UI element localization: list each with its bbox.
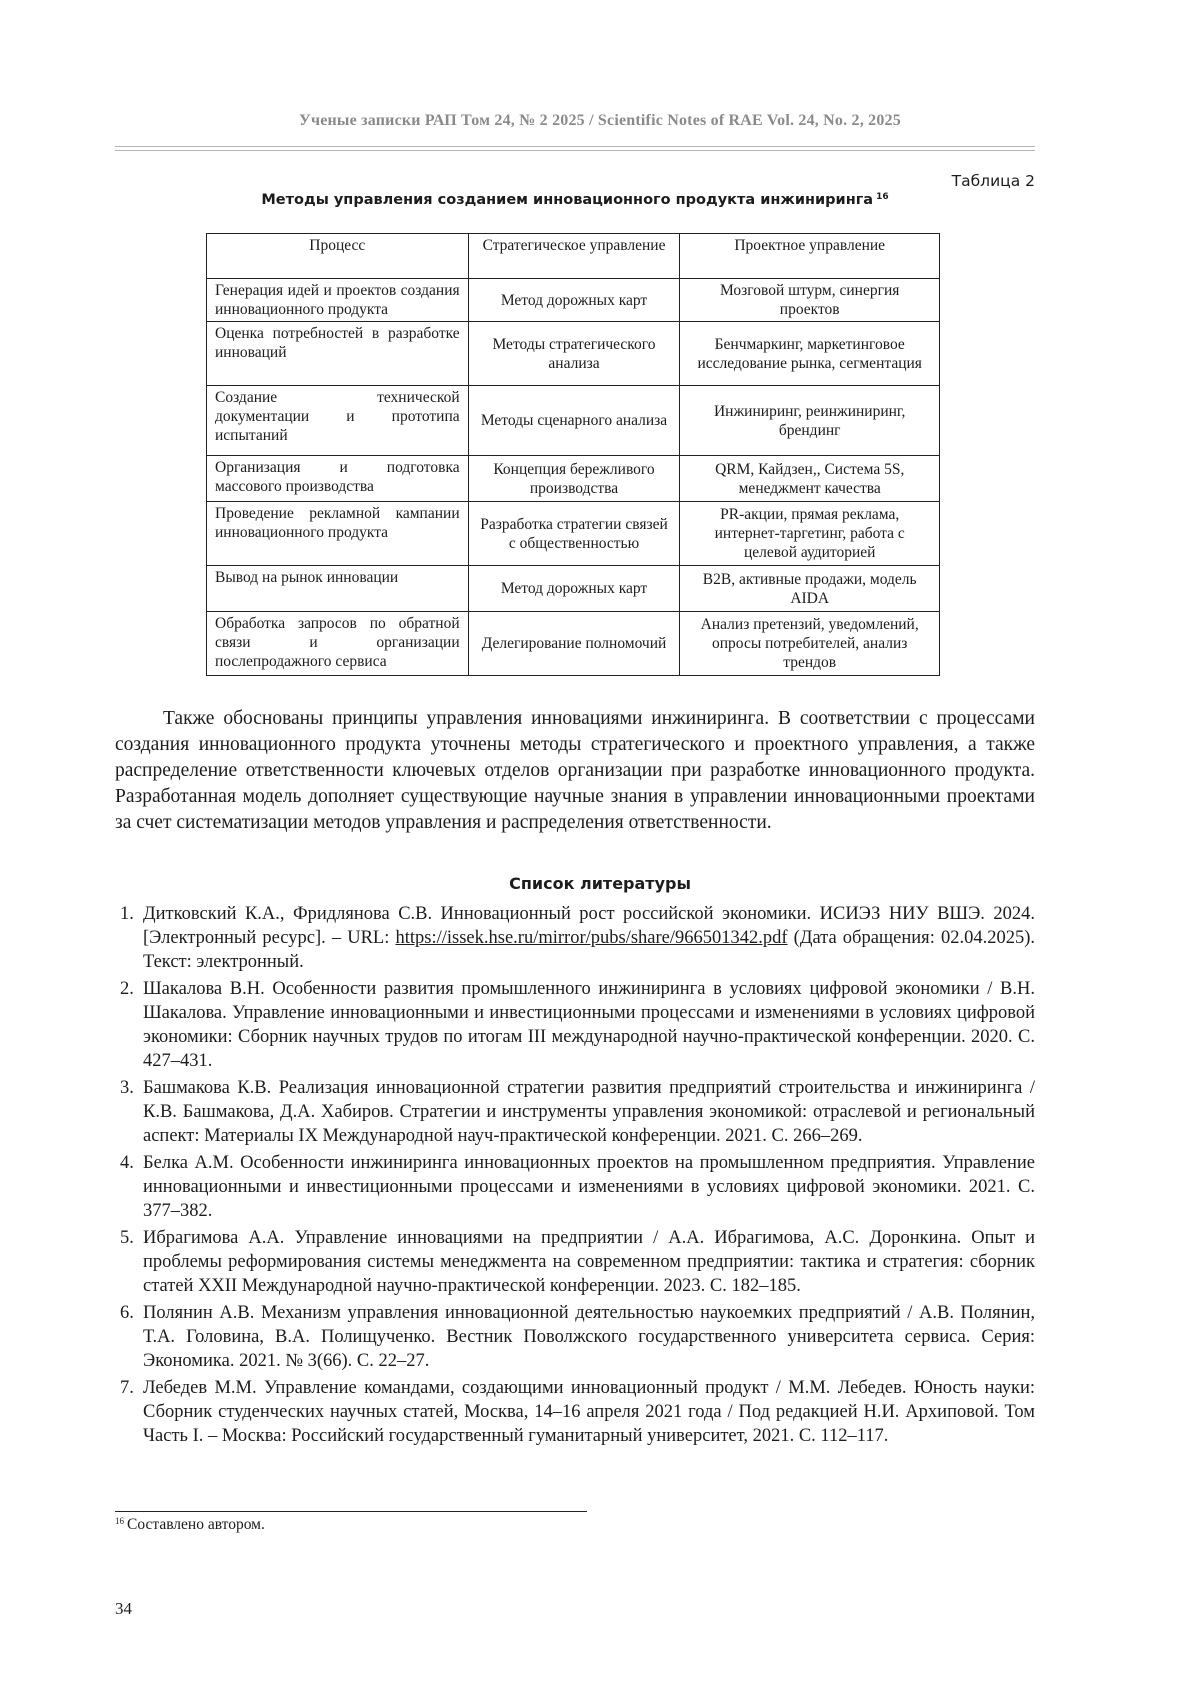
reference-number: 7. xyxy=(120,1378,134,1398)
reference-number: 1. xyxy=(120,904,134,924)
reference-text-tail: (Дата обращения: 02.04.2025). Текст: электронный. xyxy=(143,928,1035,972)
table-cell-project: QRM, Кайдзен,, Система 5S, менеджмент качества xyxy=(680,456,940,502)
table-row xyxy=(207,566,940,612)
table-cell-strategic: Метод дорожных карт xyxy=(468,279,680,322)
reference-item xyxy=(120,977,1035,1073)
reference-text: Лебедев М.М. Управление командами, создающими инновационный продукт / М.М. Лебедев. Юность науки: Сборник студенческих научных статей, Москва, 14–16 апреля 2021 года / Под редакцией Н.И. Архиповой. Том Часть I. – Москва: Российский государственный гуманитарный университет, 2021. С. 112–117. xyxy=(143,1378,1035,1446)
reference-text: Шакалова В.Н. Особенности развития промышленного инжиниринга в условиях цифровой экономики / В.Н. Шакалова. Управление инновационными и инвестиционными процессами и изменениями в условиях цифровой экономики: Сборник научных трудов по итогам III международной научно-практической конференции. 2020. С. 427–431. xyxy=(143,979,1035,1071)
reference-number: 6. xyxy=(120,1303,134,1323)
reference-item xyxy=(120,1076,1035,1148)
reference-link[interactable]: https://issek.hse.ru/mirror/pubs/share/966501342.pdf xyxy=(395,928,788,948)
header-rule xyxy=(115,146,1035,147)
table-title-text: Методы управления созданием инновационного продукта инжиниринга xyxy=(261,192,874,208)
reference-number: 4. xyxy=(120,1153,134,1173)
table-cell-project: PR-акции, прямая реклама, интернет-таргетинг, работа с целевой аудиторией xyxy=(680,502,940,566)
table-cell-project: Мозговой штурм, синергия проектов xyxy=(680,279,940,322)
conclusion-paragraph: Также обоснованы принципы управления инновациями инжиниринга. В соответствии с процессами создания инновационного продукта уточнены методы стратегического и проектного управления, а также распределение ответственности ключевых отделов организации при разработке инновационного продукта. Разработанная модель дополняет существующие научные знания в управлении инновационными проектами за счет систематизации методов управления и распределения ответственности. xyxy=(115,708,1035,833)
table-cell-strategic: Методы сценарного анализа xyxy=(468,386,680,456)
reference-number: 5. xyxy=(120,1228,134,1248)
reference-item xyxy=(120,1151,1035,1223)
header-rule-secondary xyxy=(115,150,1035,151)
footnote-divider xyxy=(115,1511,587,1512)
methods-table xyxy=(206,233,940,676)
reference-number: 2. xyxy=(120,979,134,999)
references-list xyxy=(120,902,1035,1451)
table-row xyxy=(207,322,940,386)
running-header: Ученые записки РАП Том 24, № 2 2025 / Scientific Notes of RAE Vol. 24, No. 2, 2025 xyxy=(299,112,901,129)
table-cell-process: Вывод на рынок инновации xyxy=(207,566,469,612)
reference-text: Дитковский К.А., Фридлянова С.В. Инновационный рост российской экономики. ИСИЭЗ НИУ ВШЭ. 2024. [Электронный ресурс]. – URL: xyxy=(143,904,1035,948)
table-cell-process: Организация и подготовка массового производства xyxy=(207,456,469,502)
column-header-strategic: Стратегическое управление xyxy=(468,234,680,279)
table-cell-strategic: Разработка стратегии связей с общественностью xyxy=(468,502,680,566)
table-cell-project: Анализ претензий, уведомлений, опросы потребителей, анализ трендов xyxy=(680,612,940,676)
table-row xyxy=(207,612,940,676)
table-row xyxy=(207,456,940,502)
footnote-mark: 16 xyxy=(115,1516,124,1526)
reference-number: 3. xyxy=(120,1078,134,1098)
reference-item xyxy=(120,902,1035,974)
table-cell-process: Оценка потребностей в разработке инноваций xyxy=(207,322,469,386)
reference-text: Полянин А.В. Механизм управления инновационной деятельностью наукоемких предприятий / А.В. Полянин, Т.А. Головина, В.А. Полищученко. Вестник Поволжского государственного университета сервиса. Серия: Экономика. 2021. № 3(66). С. 22–27. xyxy=(143,1303,1035,1371)
reference-item xyxy=(120,1301,1035,1373)
table-cell-process: Генерация идей и проектов создания инновационного продукта xyxy=(207,279,469,322)
table-cell-project: B2B, активные продажи, модель AIDA xyxy=(680,566,940,612)
table-cell-project: Бенчмаркинг, маркетинговое исследование рынка, сегментация xyxy=(680,322,940,386)
table-number: Таблица 2 xyxy=(951,172,1035,190)
table-cell-project: Инжиниринг, реинжиниринг, брендинг xyxy=(680,386,940,456)
reference-text: Башмакова К.В. Реализация инновационной стратегии развития предприятий строительства и инжиниринга / К.В. Башмакова, Д.А. Хабиров. Стратегии и инструменты управления экономикой: отраслевой и региональный аспект: Материалы IX Международной науч-практической конференции. 2021. С. 266–269. xyxy=(143,1078,1035,1146)
footnote-text: Составлено автором. xyxy=(127,1516,265,1533)
column-header-project: Проектное управление xyxy=(680,234,940,279)
table-row xyxy=(207,502,940,566)
reference-item xyxy=(120,1226,1035,1298)
column-header-process: Процесс xyxy=(207,234,469,279)
reference-text: Ибрагимова А.А. Управление инновациями на предприятии / А.А. Ибрагимова, А.С. Доронкина. Опыт и проблемы реформирования системы менеджмента на современном предприятии: тактика и стратегия: сборник статей XXII Международной научно-практической конференции. 2023. С. 182–185. xyxy=(143,1228,1035,1296)
table-row xyxy=(207,279,940,322)
table-cell-process: Обработка запросов по обратной связи и организации послепродажного сервиса xyxy=(207,612,469,676)
reference-item xyxy=(120,1376,1035,1448)
page-number: 34 xyxy=(115,1599,132,1618)
footnote-marker: 16 xyxy=(876,192,889,202)
footnote xyxy=(115,1516,265,1534)
table-cell-strategic: Концепция бережливого производства xyxy=(468,456,680,502)
table-cell-process: Создание технической документации и прототипа испытаний xyxy=(207,386,469,456)
reference-text: Белка А.М. Особенности инжиниринга инновационных проектов на промышленном предприятия. Управление инновационными и инвестиционными процессами и изменениями в условиях цифровой экономики. 2021. С. 377–382. xyxy=(143,1153,1035,1221)
table-cell-strategic: Методы стратегического анализа xyxy=(468,322,680,386)
table-title xyxy=(115,192,1035,208)
references-heading: Список литературы xyxy=(509,874,691,893)
table-cell-process: Проведение рекламной кампании инновационного продукта xyxy=(207,502,469,566)
table-header-row xyxy=(207,234,940,279)
table-cell-strategic: Делегирование полномочий xyxy=(468,612,680,676)
table-row xyxy=(207,386,940,456)
table-cell-strategic: Метод дорожных карт xyxy=(468,566,680,612)
